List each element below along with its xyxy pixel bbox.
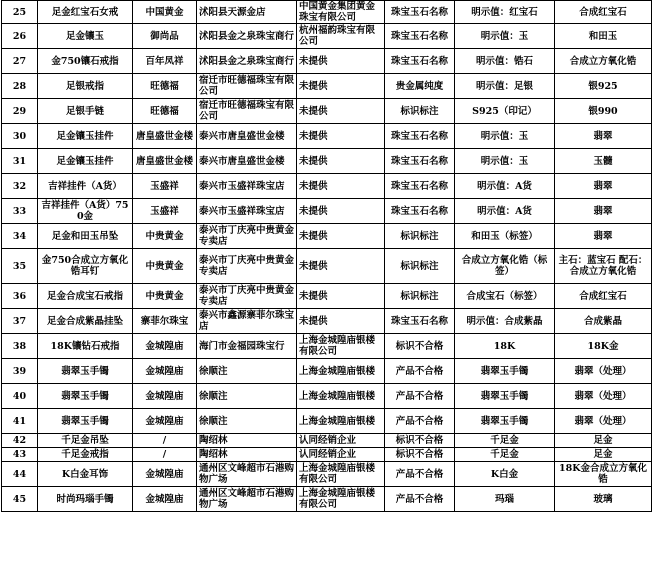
cell-serial-number: 37 — [2, 309, 38, 334]
cell-brand: 金城隍庙 — [133, 487, 197, 512]
cell-store: 泰兴市唐皇盛世金楼 — [197, 149, 297, 174]
cell-brand: 玉盛祥 — [133, 174, 197, 199]
cell-manufacturer: 认同经销企业 — [297, 448, 385, 462]
cell-tested-value: 翡翠 — [555, 224, 652, 249]
cell-nonconforming-item: 珠宝玉石名称 — [385, 49, 455, 74]
cell-manufacturer: 上海金城隍庙银楼有限公司 — [297, 487, 385, 512]
cell-nonconforming-item: 标识标注 — [385, 284, 455, 309]
cell-tested-value: 翡翠（处理） — [555, 359, 652, 384]
cell-product-name: 吉祥挂件（A货） — [38, 174, 133, 199]
cell-labeled-value: 合成宝石（标签） — [455, 284, 555, 309]
cell-tested-value: 翡翠 — [555, 174, 652, 199]
table-row — [2, 124, 652, 149]
cell-nonconforming-item: 产品不合格 — [385, 462, 455, 487]
cell-tested-value: 银925 — [555, 74, 652, 99]
cell-serial-number: 38 — [2, 334, 38, 359]
cell-labeled-value: S925（印记） — [455, 99, 555, 124]
cell-nonconforming-item: 标识不合格 — [385, 434, 455, 448]
cell-manufacturer: 上海金城隍庙银楼 — [297, 409, 385, 434]
cell-nonconforming-item: 珠宝玉石名称 — [385, 149, 455, 174]
cell-product-name: 足金和田玉吊坠 — [38, 224, 133, 249]
cell-brand: 金城隍庙 — [133, 359, 197, 384]
cell-brand: 中贵黄金 — [133, 224, 197, 249]
table-row — [2, 409, 652, 434]
cell-labeled-value: 明示值：玉 — [455, 149, 555, 174]
cell-brand: 寨菲尔珠宝 — [133, 309, 197, 334]
cell-store: 泰兴市玉盛祥珠宝店 — [197, 199, 297, 224]
cell-manufacturer: 杭州福韵珠宝有限公司 — [297, 24, 385, 49]
cell-manufacturer: 未提供 — [297, 199, 385, 224]
inspection-results-table — [1, 0, 652, 512]
table-row — [2, 174, 652, 199]
cell-brand: 旺德福 — [133, 99, 197, 124]
cell-serial-number: 28 — [2, 74, 38, 99]
cell-nonconforming-item: 珠宝玉石名称 — [385, 124, 455, 149]
cell-serial-number: 32 — [2, 174, 38, 199]
cell-store: 泰兴市玉盛祥珠宝店 — [197, 174, 297, 199]
cell-nonconforming-item: 标识不合格 — [385, 448, 455, 462]
cell-product-name: 足金红宝石女戒 — [38, 1, 133, 24]
table-row — [2, 284, 652, 309]
cell-labeled-value: K白金 — [455, 462, 555, 487]
cell-store: 沭阳县天源金店 — [197, 1, 297, 24]
cell-manufacturer: 未提供 — [297, 74, 385, 99]
cell-store: 沭阳县金之泉珠宝商行 — [197, 49, 297, 74]
cell-store: 泰兴市鑫源寨菲尔珠宝店 — [197, 309, 297, 334]
cell-product-name: 千足金戒指 — [38, 448, 133, 462]
table-row — [2, 24, 652, 49]
cell-labeled-value: 玛瑙 — [455, 487, 555, 512]
table-row — [2, 384, 652, 409]
table-row — [2, 448, 652, 462]
cell-serial-number: 29 — [2, 99, 38, 124]
cell-nonconforming-item: 珠宝玉石名称 — [385, 174, 455, 199]
cell-serial-number: 33 — [2, 199, 38, 224]
cell-brand: / — [133, 434, 197, 448]
table-row — [2, 434, 652, 448]
cell-brand: 金城隍庙 — [133, 334, 197, 359]
cell-brand: 唐皇盛世金楼 — [133, 124, 197, 149]
cell-nonconforming-item: 标识不合格 — [385, 334, 455, 359]
cell-labeled-value: 明示值：玉 — [455, 124, 555, 149]
cell-brand: 金城隍庙 — [133, 409, 197, 434]
cell-tested-value: 足金 — [555, 448, 652, 462]
table-row — [2, 249, 652, 284]
cell-labeled-value: 合成立方氧化锆（标签） — [455, 249, 555, 284]
table-row — [2, 309, 652, 334]
cell-tested-value: 银990 — [555, 99, 652, 124]
cell-brand: 金城隍庙 — [133, 462, 197, 487]
cell-product-name: 足金合成紫晶挂坠 — [38, 309, 133, 334]
cell-serial-number: 36 — [2, 284, 38, 309]
cell-store: 沭阳县金之泉珠宝商行 — [197, 24, 297, 49]
cell-brand: 金城隍庙 — [133, 384, 197, 409]
cell-tested-value: 合成紫晶 — [555, 309, 652, 334]
cell-store: 徐顺注 — [197, 409, 297, 434]
cell-labeled-value: 明示值：玉 — [455, 24, 555, 49]
cell-tested-value: 翡翠 — [555, 124, 652, 149]
cell-tested-value: 18K金合成立方氧化锆 — [555, 462, 652, 487]
cell-product-name: 足金镶玉挂件 — [38, 149, 133, 174]
cell-tested-value: 玉髓 — [555, 149, 652, 174]
cell-tested-value: 合成立方氧化锆 — [555, 49, 652, 74]
cell-product-name: 足银戒指 — [38, 74, 133, 99]
cell-product-name: K白金耳饰 — [38, 462, 133, 487]
cell-product-name: 足银手链 — [38, 99, 133, 124]
cell-nonconforming-item: 产品不合格 — [385, 409, 455, 434]
cell-product-name: 金750合成立方氧化锆耳钉 — [38, 249, 133, 284]
cell-store: 泰兴市唐皇盛世金楼 — [197, 124, 297, 149]
table-body — [2, 1, 652, 512]
table-row — [2, 224, 652, 249]
cell-manufacturer: 未提供 — [297, 174, 385, 199]
cell-store: 徐顺注 — [197, 359, 297, 384]
cell-product-name: 翡翠玉手镯 — [38, 359, 133, 384]
table-row — [2, 334, 652, 359]
cell-nonconforming-item: 标识标注 — [385, 99, 455, 124]
table-row — [2, 149, 652, 174]
cell-brand: 唐皇盛世金楼 — [133, 149, 197, 174]
cell-manufacturer: 未提供 — [297, 124, 385, 149]
cell-serial-number: 26 — [2, 24, 38, 49]
cell-labeled-value: 18K — [455, 334, 555, 359]
cell-labeled-value: 千足金 — [455, 448, 555, 462]
cell-serial-number: 42 — [2, 434, 38, 448]
cell-labeled-value: 和田玉（标签） — [455, 224, 555, 249]
cell-store: 宿迁市旺德福珠宝有限公司 — [197, 99, 297, 124]
cell-store: 徐顺注 — [197, 384, 297, 409]
cell-serial-number: 45 — [2, 487, 38, 512]
cell-nonconforming-item: 珠宝玉石名称 — [385, 1, 455, 24]
cell-serial-number: 41 — [2, 409, 38, 434]
cell-manufacturer: 中国黄金集团黄金珠宝有限公司 — [297, 1, 385, 24]
cell-store: 海门市金福园珠宝行 — [197, 334, 297, 359]
cell-serial-number: 35 — [2, 249, 38, 284]
cell-tested-value: 翡翠（处理） — [555, 384, 652, 409]
cell-serial-number: 43 — [2, 448, 38, 462]
cell-manufacturer: 未提供 — [297, 284, 385, 309]
cell-store: 通州区文峰超市石港购物广场 — [197, 487, 297, 512]
cell-labeled-value: 明示值：合成紫晶 — [455, 309, 555, 334]
cell-store: 泰兴市丁庆亮中贵黄金专卖店 — [197, 249, 297, 284]
cell-manufacturer: 未提供 — [297, 224, 385, 249]
cell-store: 泰兴市丁庆亮中贵黄金专卖店 — [197, 224, 297, 249]
cell-product-name: 千足金吊坠 — [38, 434, 133, 448]
cell-brand: 旺德福 — [133, 74, 197, 99]
cell-tested-value: 合成红宝石 — [555, 1, 652, 24]
cell-manufacturer: 上海金城隍庙银楼有限公司 — [297, 462, 385, 487]
cell-serial-number: 44 — [2, 462, 38, 487]
cell-tested-value: 18K金 — [555, 334, 652, 359]
cell-labeled-value: 千足金 — [455, 434, 555, 448]
cell-nonconforming-item: 产品不合格 — [385, 359, 455, 384]
cell-manufacturer: 未提供 — [297, 249, 385, 284]
cell-store: 宿迁市旺德福珠宝有限公司 — [197, 74, 297, 99]
cell-manufacturer: 上海金城隍庙银楼 — [297, 384, 385, 409]
table-row — [2, 49, 652, 74]
cell-labeled-value: 翡翠玉手镯 — [455, 359, 555, 384]
cell-product-name: 金750镶石戒指 — [38, 49, 133, 74]
table-row — [2, 1, 652, 24]
cell-product-name: 翡翠玉手镯 — [38, 409, 133, 434]
cell-serial-number: 40 — [2, 384, 38, 409]
cell-manufacturer: 上海金城隍庙银楼有限公司 — [297, 334, 385, 359]
cell-brand: 中国黄金 — [133, 1, 197, 24]
table-row — [2, 462, 652, 487]
table-row — [2, 199, 652, 224]
cell-serial-number: 25 — [2, 1, 38, 24]
cell-tested-value: 和田玉 — [555, 24, 652, 49]
cell-labeled-value: 翡翠玉手镯 — [455, 384, 555, 409]
cell-serial-number: 31 — [2, 149, 38, 174]
cell-tested-value: 翡翠 — [555, 199, 652, 224]
cell-serial-number: 30 — [2, 124, 38, 149]
cell-nonconforming-item: 贵金属纯度 — [385, 74, 455, 99]
cell-manufacturer: 未提供 — [297, 309, 385, 334]
cell-labeled-value: 翡翠玉手镯 — [455, 409, 555, 434]
cell-store: 泰兴市丁庆亮中贵黄金专卖店 — [197, 284, 297, 309]
cell-labeled-value: 明示值：红宝石 — [455, 1, 555, 24]
cell-tested-value: 翡翠（处理） — [555, 409, 652, 434]
cell-brand: 御尚品 — [133, 24, 197, 49]
cell-brand: 玉盛祥 — [133, 199, 197, 224]
cell-manufacturer: 未提供 — [297, 49, 385, 74]
cell-nonconforming-item: 产品不合格 — [385, 487, 455, 512]
cell-manufacturer: 认同经销企业 — [297, 434, 385, 448]
cell-nonconforming-item: 珠宝玉石名称 — [385, 24, 455, 49]
cell-nonconforming-item: 标识标注 — [385, 249, 455, 284]
cell-brand: / — [133, 448, 197, 462]
cell-brand: 中贵黄金 — [133, 284, 197, 309]
cell-store: 陶绍林 — [197, 448, 297, 462]
cell-nonconforming-item: 珠宝玉石名称 — [385, 309, 455, 334]
table-row — [2, 359, 652, 384]
cell-product-name: 翡翠玉手镯 — [38, 384, 133, 409]
cell-product-name: 18K镶钻石戒指 — [38, 334, 133, 359]
cell-product-name: 吉祥挂件（A货）750金 — [38, 199, 133, 224]
cell-manufacturer: 未提供 — [297, 99, 385, 124]
cell-tested-value: 主石：蓝宝石 配石：合成立方氧化锆 — [555, 249, 652, 284]
cell-product-name: 足金合成宝石戒指 — [38, 284, 133, 309]
cell-nonconforming-item: 珠宝玉石名称 — [385, 199, 455, 224]
cell-store: 陶绍林 — [197, 434, 297, 448]
cell-manufacturer: 未提供 — [297, 149, 385, 174]
cell-store: 通州区文峰超市石港购物广场 — [197, 462, 297, 487]
cell-serial-number: 39 — [2, 359, 38, 384]
cell-tested-value: 合成红宝石 — [555, 284, 652, 309]
cell-nonconforming-item: 标识标注 — [385, 224, 455, 249]
cell-nonconforming-item: 产品不合格 — [385, 384, 455, 409]
cell-labeled-value: 明示值：A货 — [455, 174, 555, 199]
cell-tested-value: 玻璃 — [555, 487, 652, 512]
cell-brand: 百年凤祥 — [133, 49, 197, 74]
cell-serial-number: 34 — [2, 224, 38, 249]
cell-labeled-value: 明示值：锆石 — [455, 49, 555, 74]
cell-tested-value: 足金 — [555, 434, 652, 448]
cell-product-name: 足金镶玉 — [38, 24, 133, 49]
table-row — [2, 99, 652, 124]
cell-labeled-value: 明示值：足银 — [455, 74, 555, 99]
cell-product-name: 足金镶玉挂件 — [38, 124, 133, 149]
table-row — [2, 74, 652, 99]
cell-labeled-value: 明示值：A货 — [455, 199, 555, 224]
table-row — [2, 487, 652, 512]
cell-product-name: 时尚玛瑙手镯 — [38, 487, 133, 512]
cell-brand: 中贵黄金 — [133, 249, 197, 284]
cell-manufacturer: 上海金城隍庙银楼 — [297, 359, 385, 384]
cell-serial-number: 27 — [2, 49, 38, 74]
